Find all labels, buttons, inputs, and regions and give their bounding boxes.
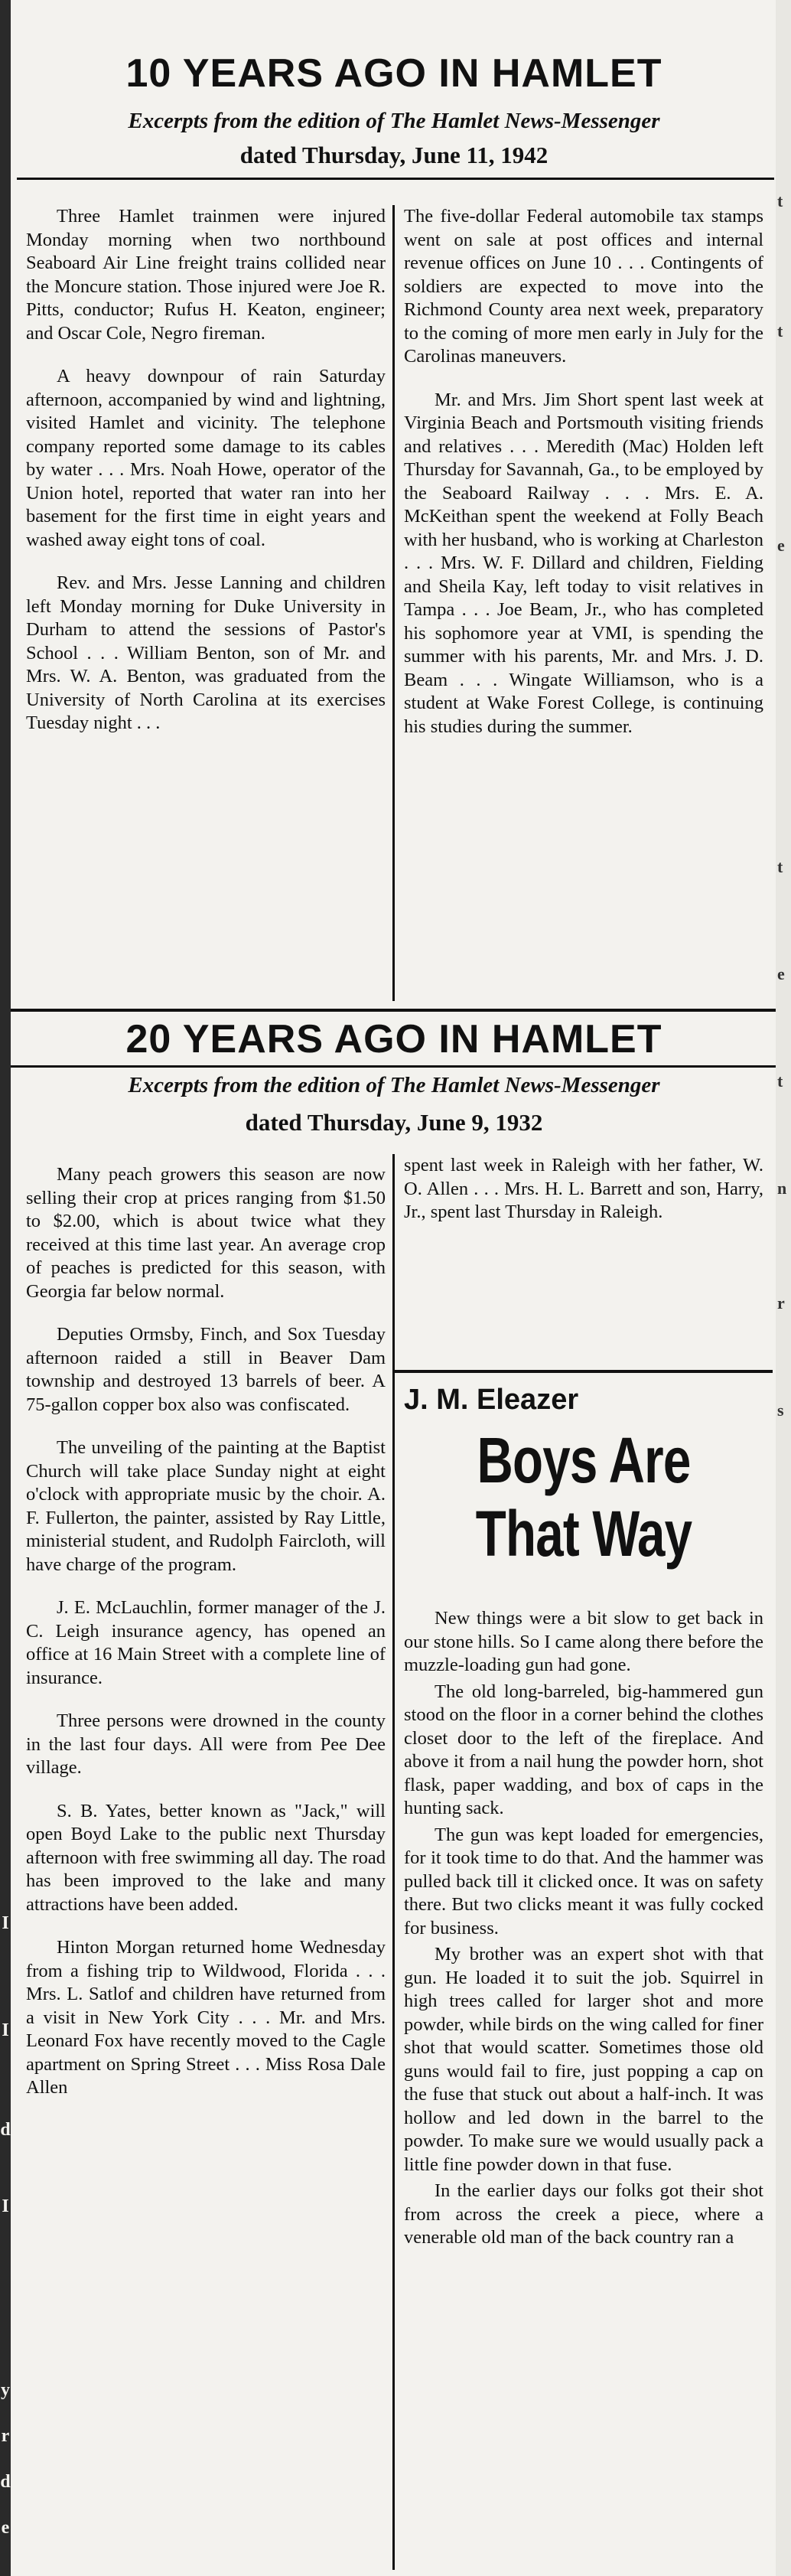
news-paragraph: J. E. McLauchlin, former manager of the J. C. Leigh insurance agency, has opened an office at 16 Main Street with a complete line of insurance. bbox=[26, 1597, 386, 1688]
column-title bbox=[444, 1423, 724, 1570]
news-paragraph: spent last week in Raleigh with her father, W. O. Allen . . . Mrs. H. L. Barrett and son, Harry, Jr., spent last Thursday in Raleigh. bbox=[404, 1155, 763, 1222]
excerpt-line: Excerpts from the edition of The Hamlet News-Messenger bbox=[128, 109, 660, 133]
article-column-left bbox=[26, 205, 386, 1001]
right-edge-char: t bbox=[777, 1071, 783, 1091]
column-byline: J. M. Eleazer bbox=[404, 1384, 579, 1416]
right-page-edge bbox=[776, 0, 791, 2576]
column-title-line: Boys Are bbox=[477, 1424, 691, 1496]
news-paragraph: Rev. and Mrs. Jesse Lanning and children left Monday morning for Duke University in Durham to attend the sessions of Pastor's School . . . William Benton, son of Mr. and Mrs. W. A. Benton, was graduated from the University of North Carolina at its exercises Tuesday night . . . bbox=[26, 572, 386, 733]
right-edge-char: e bbox=[777, 536, 785, 555]
news-paragraph: Deputies Ormsby, Finch, and Sox Tuesday afternoon raided a still in Beaver Dam township and destroyed 13 barrels of beer. A 75-gallon copper box also was confiscated. bbox=[26, 1324, 386, 1415]
column-rule bbox=[395, 1370, 773, 1373]
right-edge-char: t bbox=[777, 857, 783, 876]
section-rule bbox=[11, 1065, 776, 1068]
news-paragraph: The five-dollar Federal automobile tax stamps went on sale at post offices and internal revenue offices on June 10 . . . Contingents of soldiers are expected to move into the Richmond County area next week, preparatory to the coming of more men early in July for the Carolinas maneuvers. bbox=[404, 206, 763, 367]
left-edge-char: e bbox=[1, 2518, 10, 2538]
news-paragraph: S. B. Yates, better known as "Jack," will open Boyd Lake to the public next Thursday afternoon with free swimming all day. The road has been improved to the lake and many attractions have been added. bbox=[26, 1800, 386, 1915]
column-paragraph: The old long-barreled, big-hammered gun stood on the floor in a corner behind the clothes closet door to the left of the fireplace. And above it from a nail hung the powder horn, shot flask, paper wadding, and box of caps in the hunting sack. bbox=[404, 1681, 763, 1818]
left-edge-char: d bbox=[0, 2120, 11, 2140]
section-rule bbox=[17, 178, 774, 180]
news-paragraph: Hinton Morgan returned home Wednesday from a fishing trip to Wildwood, Florida . . . Mrs. L. Satlof and children have returned from a visit in New York City . . . Mr. and Mrs. Leonard Fox have recently moved to the Cagle apartment on Spring Street . . . Miss Rosa Dale Allen bbox=[26, 1937, 386, 2098]
date-line: dated Thursday, June 9, 1932 bbox=[245, 1109, 543, 1136]
right-edge-char: e bbox=[777, 964, 785, 983]
excerpt-line: Excerpts from the edition of The Hamlet News-Messenger bbox=[128, 1073, 660, 1097]
news-paragraph: Three Hamlet trainmen were injured Monday morning when two northbound Seaboard Air Line freight trains collided near the Moncure station. Those injured were Joe R. Pitts, conductor; Rufus H. Keaton, engineer; and Oscar Cole, Negro fireman. bbox=[26, 206, 386, 344]
right-edge-char: t bbox=[777, 191, 783, 210]
article-column-right bbox=[404, 1154, 763, 1353]
left-edge-char: I bbox=[2, 2020, 9, 2040]
column-paragraph: In the earlier days our folks got their shot from across the creek a piece, where a venerable old man of the back country ran a bbox=[404, 2180, 763, 2248]
right-edge-char: s bbox=[777, 1400, 784, 1420]
article-column-left bbox=[26, 1163, 386, 2571]
news-paragraph: A heavy downpour of rain Saturday afternoon, accompanied by wind and lightning, visited Hamlet and vicinity. The telephone company reported some damage to its cables by water . . . Mrs. Noah Howe, operator of the Union hotel, reported that water ran into her basement for the first time in eight years and washed away eight tons of coal. bbox=[26, 366, 386, 550]
section-headline: 10 YEARS AGO IN HAMLET bbox=[125, 51, 662, 96]
feature-column-text bbox=[404, 1607, 763, 2571]
left-page-edge bbox=[0, 0, 11, 2576]
news-paragraph: The unveiling of the painting at the Baptist Church will take place Sunday night at eight o'clock with appropriate music by the choir. A. F. Fullerton, the painter, assisted by Ray Little, ministerial student, and Rudolph Faircloth, will have charge of the program. bbox=[26, 1437, 386, 1575]
left-edge-char: y bbox=[1, 2380, 10, 2400]
news-paragraph: Mr. and Mrs. Jim Short spent last week at Virginia Beach and Portsmouth visiting friends and relatives . . . Meredith (Mac) Holden left Thursday for Savannah, Ga., to be employed by the Seaboard Railway . . . Mrs. E. A. McKeithan spent the weekend at Folly Beach with her husband, who is working at Charleston . . . Mrs. W. F. Dillard and children, Fielding and Sheila Kay, left today to visit relatives in Tampa . . . Joe Beam, Jr., who has completed his sophomore year at VMI, is spending the summer with his parents, Mr. and Mrs. J. D. Beam . . . Wingate Williamson, who is a student at Wake Forest College, is continuing his studies during the summer. bbox=[404, 389, 763, 737]
column-paragraph: My brother was an expert shot with that gun. He loaded it to suit the job. Squirrel in high trees called for larger shot and more powder, while birds on the wing called for finer shot that would scatter. Sometimes those old guns would fail to fire, just popping a cap on the fuse that stuck out about a half-inch. It was hollow and led down in the barrel to the powder. To make sure we would usually pack a little fine powder down in that fuse. bbox=[404, 1944, 763, 2175]
column-divider bbox=[392, 205, 395, 1001]
right-edge-char: n bbox=[777, 1179, 787, 1198]
right-edge-char: r bbox=[777, 1293, 785, 1312]
column-title-line: That Way bbox=[475, 1498, 692, 1570]
column-paragraph: The gun was kept loaded for emergencies, for it took time to do that. And the hammer was pulled back till it clicked once. It was on safety there. But two clicks meant it was fully cocked for business. bbox=[404, 1824, 763, 1939]
article-column-right bbox=[404, 205, 763, 1001]
news-paragraph: Three persons were drowned in the county in the last four days. All were from Pee Dee village. bbox=[26, 1710, 386, 1778]
news-paragraph: Many peach growers this season are now selling their crop at prices ranging from $1.50 to $2.00, which is about twice what they received at this time last year. An average crop of peaches is predicted for this season, with Georgia far below normal. bbox=[26, 1164, 386, 1302]
left-edge-char: r bbox=[1, 2426, 10, 2446]
right-edge-char: t bbox=[777, 321, 783, 341]
section-rule bbox=[11, 1009, 776, 1012]
date-line: dated Thursday, June 11, 1942 bbox=[239, 142, 548, 168]
left-edge-char: I bbox=[2, 2196, 9, 2216]
column-paragraph: New things were a bit slow to get back in our stone hills. So I came along there before the muzzle-loading gun had gone. bbox=[404, 1608, 763, 1675]
column-divider bbox=[392, 1154, 395, 2570]
left-edge-char: d bbox=[0, 2472, 11, 2492]
section-headline: 20 YEARS AGO IN HAMLET bbox=[125, 1017, 662, 1061]
left-edge-char: I bbox=[2, 1913, 9, 1933]
